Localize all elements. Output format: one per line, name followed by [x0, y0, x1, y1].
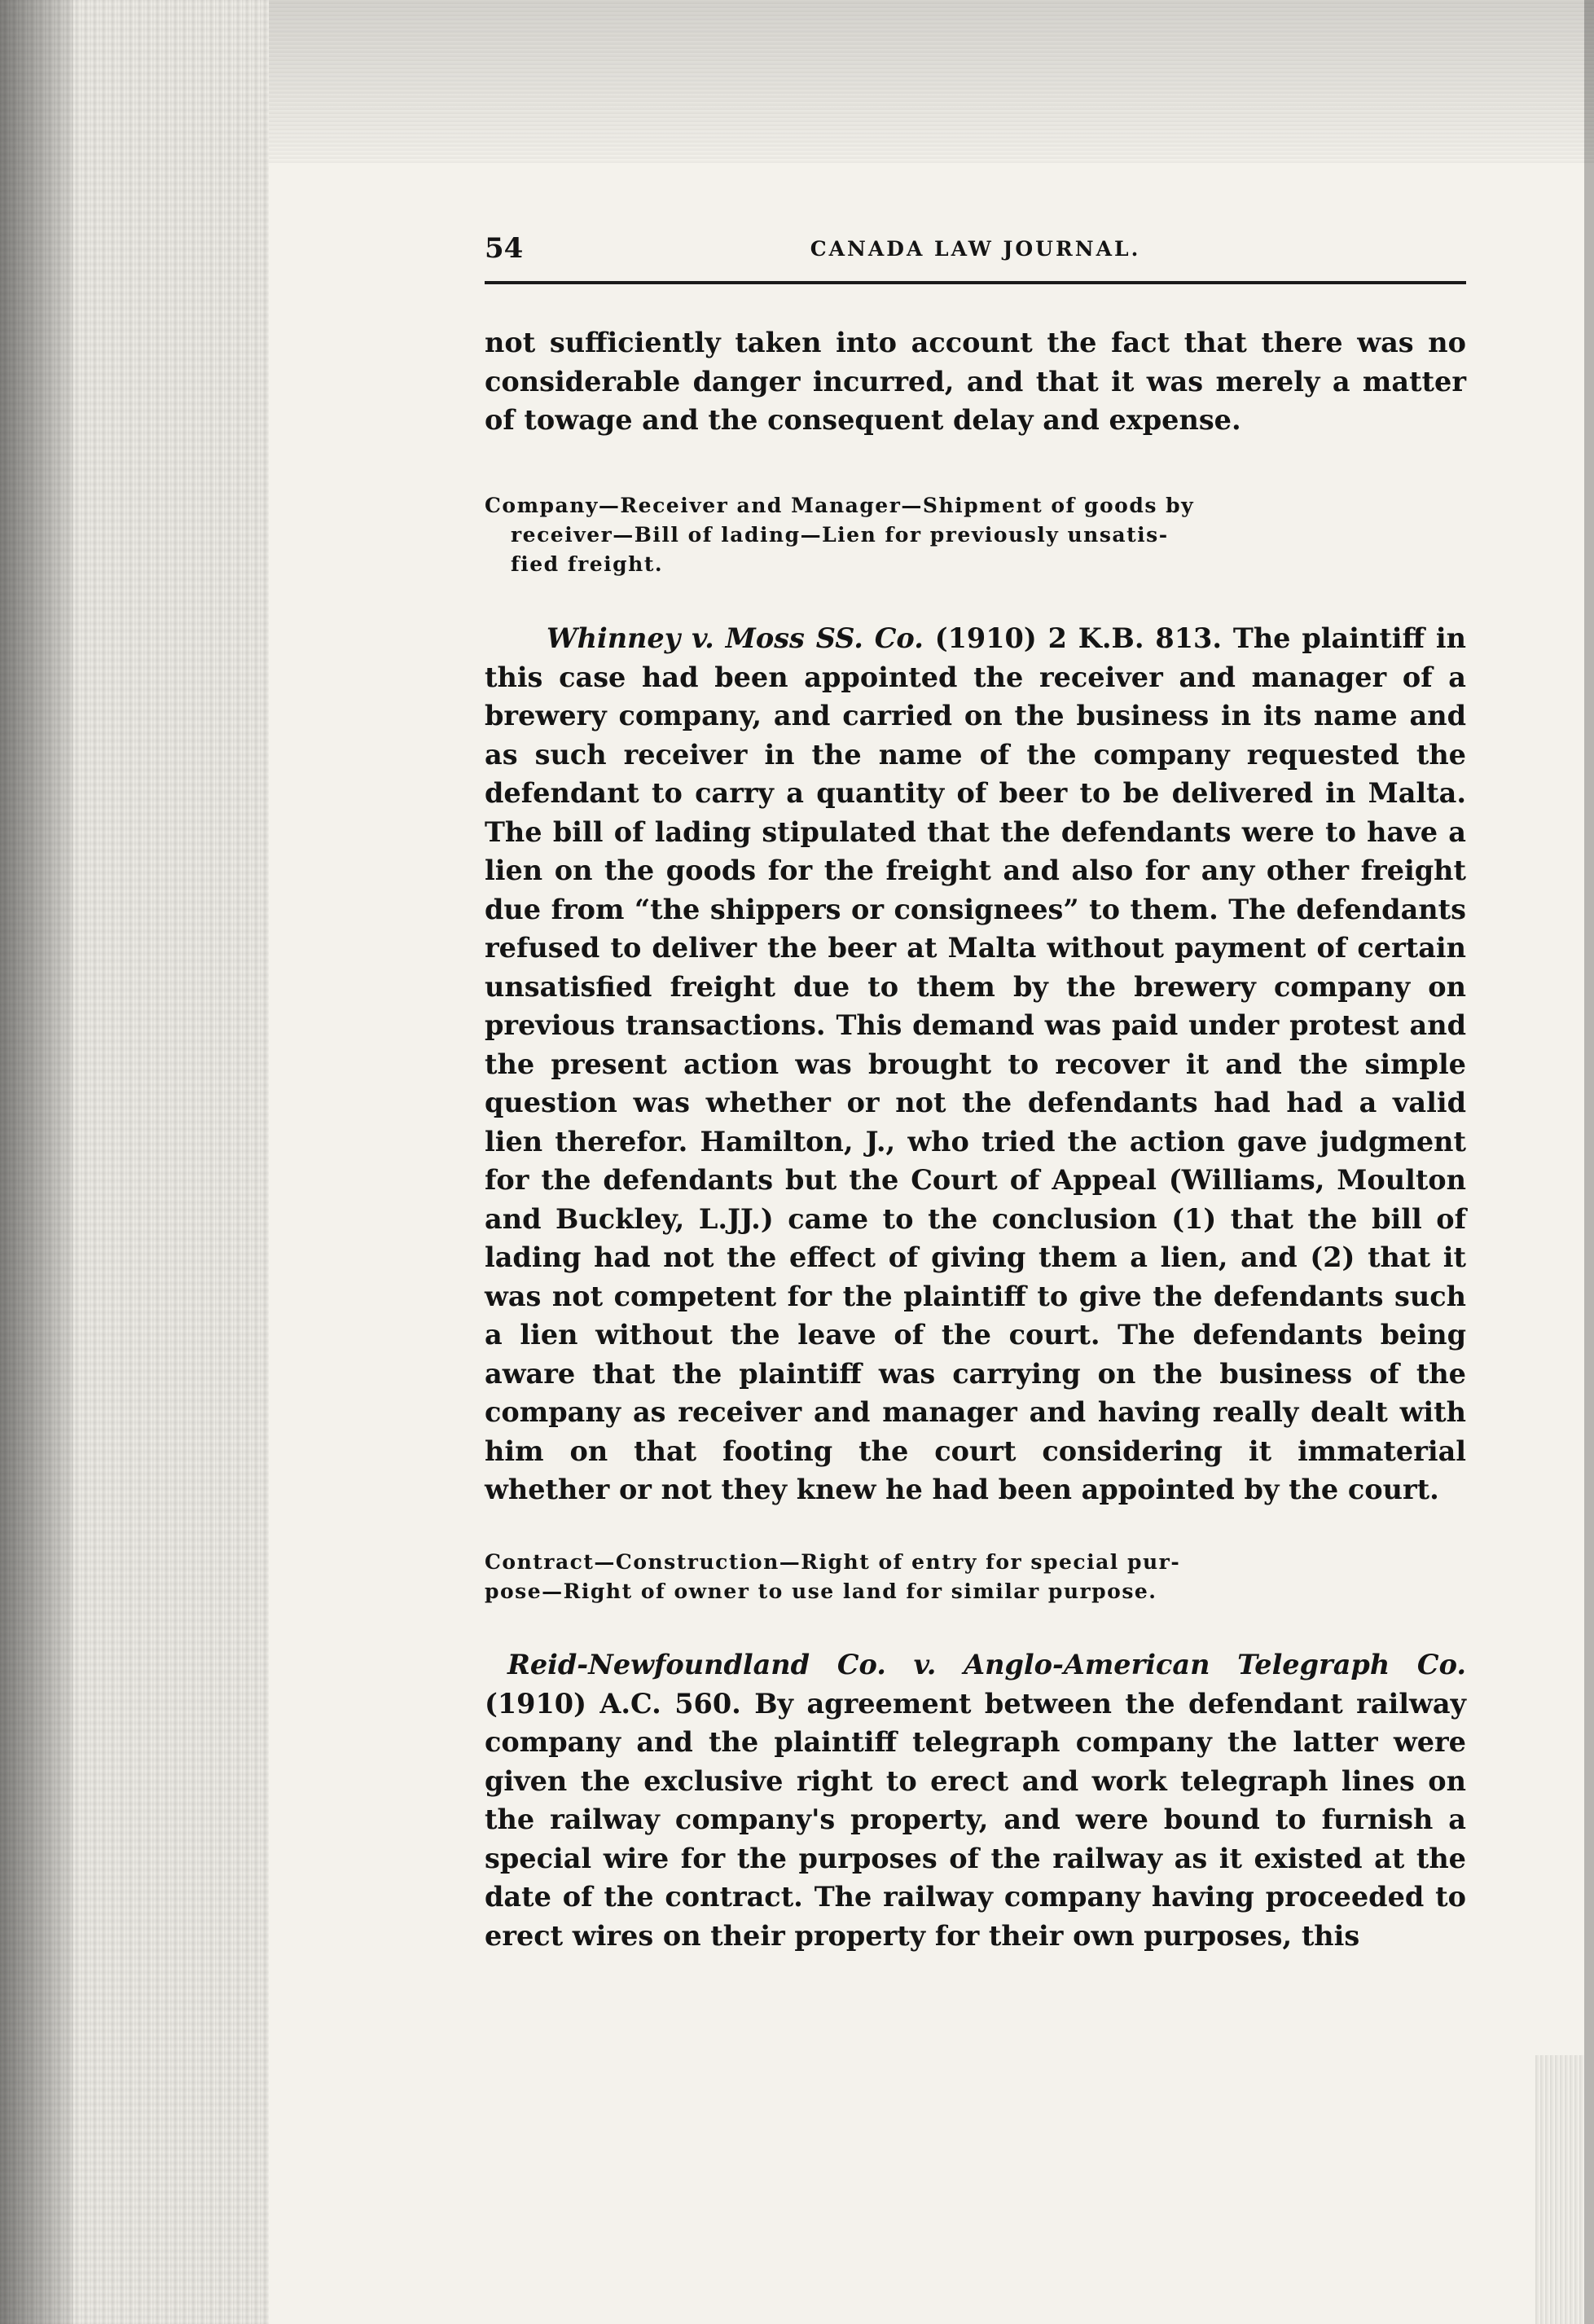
- heading-line: receiver—Bill of lading—Lien for previously unsatis-: [511, 523, 1169, 547]
- case-paragraph-reid: [485, 1645, 1466, 1955]
- case-body: (1910) A.C. 560. By agreement between the defendant railway company and the plaintiff telegraph company the latter were given the exclusive right to erect and work telegraph lines on the railway company's property, and were bound to furnish a special wire for the purposes of the railway as it existed at the date of the contract. The railway company having proceeded to erect wires on their property for their own purposes, this: [485, 1687, 1466, 1952]
- case-name: Reid-Newfoundland Co. v. Anglo-American Telegraph Co.: [507, 1649, 1466, 1680]
- case-body: (1910) 2 K.B. 813. The plaintiff in this case had been appointed the receiver and manager of a brewery company, and carried on the business in its name and as such receiver in the name of the company requested the defendant to carry a quantity of beer to be delivered in Malta. The bill of lading stipulated that the defendants were to have a lien on the goods for the freight and also for any other freight due from “the shippers or consignees” to them. The defendants refused to deliver the beer at Malta without payment of certain unsatisfied freight due to them by the brewery company on previous transactions. This demand was paid under protest and the present action was brought to recover it and the simple question was whether or not the defendants had had a valid lien therefor. Hamilton, J., who tried the action gave judgment for the defendants but the Court of Appeal (Williams, Moulton and Buckley, L.JJ.) came to the conclusion (1) that the bill of lading had not the effect of giving them a lien, and (2) that it was not competent for the plaintiff to give the defendants such a lien without the leave of the court. The defendants being aware that the plaintiff was carrying on the business of the company as receiver and manager and having really dealt with him on that footing the court considering it immaterial whether or not they knew he had been appointed by the court.: [485, 622, 1466, 1505]
- page-number: 54: [485, 232, 524, 265]
- journal-page: [485, 232, 1466, 1952]
- header-rule: [485, 281, 1466, 284]
- journal-title: CANADA LAW JOURNAL.: [810, 237, 1141, 261]
- heading-line: pose—Right of owner to use land for similar purpose.: [485, 1579, 1157, 1603]
- scan-right-edge: [1584, 0, 1594, 2324]
- scan-top-noise: [269, 0, 1594, 163]
- scan-bottom-noise: [1535, 2055, 1584, 2324]
- case-paragraph-whinney: [485, 619, 1466, 1509]
- case-name: Whinney v. Moss SS. Co.: [547, 622, 924, 654]
- running-head: [485, 232, 1466, 271]
- heading-line: Contract—Construction—Right of entry for special pur-: [485, 1550, 1181, 1574]
- section-heading-contract: [485, 1548, 1466, 1606]
- heading-line: Company—Receiver and Manager—Shipment of goods by: [485, 494, 1195, 517]
- continuation-paragraph: not sufficiently taken into account the fact that there was no considerable danger incurred, and that it was merely a matter of towage and the consequent delay and expense.: [485, 327, 1466, 436]
- scan-gutter-edge: [0, 0, 73, 2324]
- section-heading-company: [485, 491, 1466, 579]
- heading-line: fied freight.: [511, 552, 664, 576]
